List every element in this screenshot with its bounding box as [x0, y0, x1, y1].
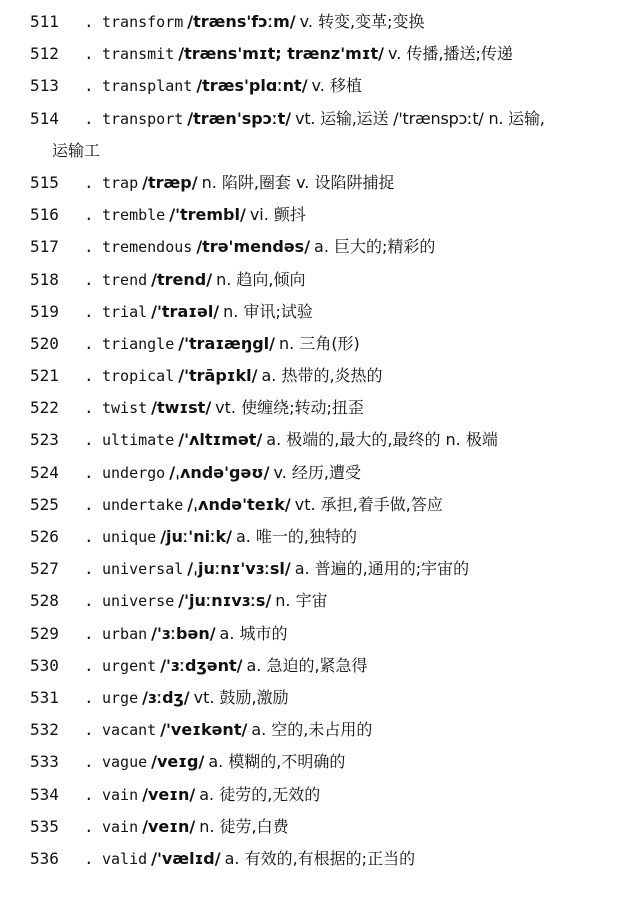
entry-word: valid — [102, 849, 148, 868]
list-item: 527 . universal /ˌjuːnɪ'vɜːsl/ a. 普遍的,通用的;宇宙的 — [0, 553, 640, 585]
entry-definition: vt. 承担,着手做,答应 — [294, 494, 443, 514]
entry-number: 534 — [30, 784, 59, 804]
entry-number: 519 — [30, 301, 59, 321]
entry-phonetic: /trend/ — [151, 269, 213, 289]
entry-phonetic: /twɪst/ — [151, 398, 212, 418]
vocabulary-list — [0, 6, 640, 875]
list-item: 535 . vain /veɪn/ n. 徒劳,白费 — [0, 811, 640, 843]
list-item: 519 . trial /'traɪəl/ n. 审讯;试验 — [0, 296, 640, 328]
list-item: 522 . twist /twɪst/ vt. 使缠绕;转动;扭歪 — [0, 392, 640, 424]
entry-phonetic: /ˌʌndə'teɪk/ — [187, 494, 291, 514]
entry-number: 527 — [30, 559, 59, 579]
entry-number: 529 — [30, 623, 59, 643]
entry-word: trial — [102, 302, 148, 321]
list-item: 523 . ultimate /'ʌltɪmət/ a. 极端的,最大的,最终的 n. 极端 — [0, 424, 640, 456]
entry-number: 533 — [30, 752, 59, 772]
entry-word: urgent — [102, 656, 157, 675]
list-item: 521 . tropical /'trāpɪkl/ a. 热带的,炎热的 — [0, 360, 640, 392]
entry-definition: a. 热带的,炎热的 — [261, 366, 383, 386]
entry-definition: a. 巨大的;精彩的 — [314, 237, 436, 257]
entry-phonetic: /træp/ — [142, 172, 198, 192]
entry-definition: a. 极端的,最大的,最终的 n. 极端 — [266, 430, 498, 450]
entry-definition: a. 空的,未占用的 — [251, 720, 373, 740]
entry-number: 530 — [30, 655, 59, 675]
entry-definition: v. 经历,遭受 — [273, 462, 361, 482]
entry-number: 531 — [30, 687, 59, 707]
entry-word: transmit — [102, 45, 175, 64]
list-item: 514 . transport /træn'spɔːt/ vt. 运输,运送 /'trænspɔːt/ n. 运输, 运输工 — [0, 103, 640, 167]
list-item: 513 . transplant /træs'plɑːnt/ v. 移植 — [0, 70, 640, 102]
entry-number: 522 — [30, 398, 59, 418]
entry-word: transport — [102, 109, 184, 128]
entry-word: vain — [102, 817, 139, 836]
list-item: 531 . urge /ɜːdʒ/ vt. 鼓励,激励 — [0, 682, 640, 714]
entry-definition: a. 急迫的,紧急得 — [246, 655, 368, 675]
entry-number: 528 — [30, 591, 59, 611]
entry-phonetic: /træns'mɪt; trænz'mɪt/ — [178, 44, 385, 64]
entry-definition: n. 三角(形) — [279, 333, 360, 353]
entry-phonetic: /juː'niːk/ — [160, 527, 232, 547]
entry-word: tropical — [102, 367, 175, 386]
entry-word: unique — [102, 528, 157, 547]
entry-number: 520 — [30, 333, 59, 353]
entry-word: vacant — [102, 721, 157, 740]
entry-phonetic: /ɜːdʒ/ — [142, 687, 190, 707]
entry-definition: v. 传播,播送;传递 — [388, 44, 513, 64]
list-item: 532 . vacant /'veɪkənt/ a. 空的,未占用的 — [0, 714, 640, 746]
entry-word: tremble — [102, 206, 166, 225]
entry-phonetic: /'trāpɪkl/ — [178, 366, 258, 386]
entry-number: 521 — [30, 366, 59, 386]
entry-phonetic: /'traɪæŋgl/ — [178, 333, 275, 353]
entry-word: ultimate — [102, 431, 175, 450]
entry-number: 514 — [30, 108, 59, 128]
entry-definition-continued: 运输工 — [52, 140, 101, 160]
entry-phonetic: /'veɪkənt/ — [160, 720, 248, 740]
entry-number: 523 — [30, 430, 59, 450]
entry-definition: n. 趋向,倾向 — [216, 269, 306, 289]
entry-number: 524 — [30, 462, 59, 482]
entry-word: trap — [102, 173, 139, 192]
list-item: 518 . trend /trend/ n. 趋向,倾向 — [0, 264, 640, 296]
entry-word: transplant — [102, 77, 193, 96]
entry-definition: a. 徒劳的,无效的 — [199, 784, 321, 804]
entry-phonetic: /ˌjuːnɪ'vɜːsl/ — [187, 559, 291, 579]
entry-word: urge — [102, 688, 139, 707]
list-item: 536 . valid /'vælɪd/ a. 有效的,有根据的;正当的 — [0, 843, 640, 875]
entry-number: 513 — [30, 76, 59, 96]
list-item: 529 . urban /'ɜːbən/ a. 城市的 — [0, 618, 640, 650]
entry-number: 515 — [30, 172, 59, 192]
entry-word: tremendous — [102, 238, 193, 257]
entry-phonetic: /veɪn/ — [142, 816, 196, 836]
list-item: 511 . transform /træns'fɔːm/ v. 转变,变革;变换 — [0, 6, 640, 38]
entry-word: transform — [102, 13, 184, 31]
entry-definition: v. 转变,变革;变换 — [299, 12, 425, 31]
list-item: 525 . undertake /ˌʌndə'teɪk/ vt. 承担,着手做,答应 — [0, 489, 640, 521]
list-item: 526 . unique /juː'niːk/ a. 唯一的,独特的 — [0, 521, 640, 553]
entry-number: 532 — [30, 720, 59, 740]
entry-definition: n. 徒劳,白费 — [199, 816, 289, 836]
list-item: 528 . universe /'juːnɪvɜːs/ n. 宇宙 — [0, 585, 640, 617]
entry-number: 536 — [30, 848, 59, 868]
entry-word: trend — [102, 270, 148, 289]
entry-definition: n. 审讯;试验 — [223, 301, 313, 321]
entry-definition: n. 宇宙 — [275, 591, 328, 611]
entry-number: 518 — [30, 269, 59, 289]
list-item: 534 . vain /veɪn/ a. 徒劳的,无效的 — [0, 779, 640, 811]
entry-phonetic: /'juːnɪvɜːs/ — [178, 591, 272, 611]
entry-phonetic: /'traɪəl/ — [151, 301, 220, 321]
entry-definition: a. 城市的 — [219, 623, 288, 643]
entry-definition: a. 唯一的,独特的 — [235, 527, 358, 547]
entry-number: 535 — [30, 816, 59, 836]
entry-phonetic: /'trembl/ — [169, 205, 246, 225]
entry-word: vain — [102, 785, 139, 804]
list-item: 515 . trap /træp/ n. 陷阱,圈套 v. 设陷阱捕捉 — [0, 167, 640, 199]
entry-number: 516 — [30, 205, 59, 225]
entry-word: universe — [102, 592, 175, 611]
entry-definition: vt. 运输,运送 /'trænspɔːt/ n. 运输, — [295, 108, 545, 128]
entry-number: 526 — [30, 527, 59, 547]
list-item: 520 . triangle /'traɪæŋgl/ n. 三角(形) — [0, 328, 640, 360]
list-item: 517 . tremendous /trə'mendəs/ a. 巨大的;精彩的 — [0, 231, 640, 263]
entry-word: undergo — [102, 463, 166, 482]
entry-definition: v. 移植 — [311, 76, 362, 96]
entry-word: twist — [102, 399, 148, 418]
entry-phonetic: /træs'plɑːnt/ — [196, 76, 308, 96]
entry-phonetic: /'ʌltɪmət/ — [178, 430, 263, 450]
entry-phonetic: /træn'spɔːt/ — [187, 108, 292, 128]
entry-phonetic: /'ɜːdʒənt/ — [160, 655, 243, 675]
entry-phonetic: /træns'fɔːm/ — [187, 12, 296, 31]
entry-phonetic: /'vælɪd/ — [151, 848, 221, 868]
entry-definition: n. 陷阱,圈套 v. 设陷阱捕捉 — [201, 172, 395, 192]
entry-word: universal — [102, 560, 184, 579]
list-item: 516 . tremble /'trembl/ vi. 颤抖 — [0, 199, 640, 231]
entry-number: 517 — [30, 237, 59, 257]
entry-word: triangle — [102, 334, 175, 353]
list-item: 524 . undergo /ˌʌndə'gəʊ/ v. 经历,遭受 — [0, 457, 640, 489]
entry-definition: a. 有效的,有根据的;正当的 — [224, 848, 416, 868]
entry-definition: a. 模糊的,不明确的 — [208, 752, 346, 772]
entry-word: undertake — [102, 495, 184, 514]
entry-phonetic: /veɪg/ — [151, 752, 205, 772]
list-item: 533 . vague /veɪg/ a. 模糊的,不明确的 — [0, 746, 640, 778]
entry-definition: vi. 颤抖 — [249, 205, 306, 225]
entry-definition: vt. 鼓励,激励 — [193, 687, 289, 707]
entry-word: vague — [102, 753, 148, 772]
entry-definition: vt. 使缠绕;转动;扭歪 — [215, 398, 364, 418]
list-item: 530 . urgent /'ɜːdʒənt/ a. 急迫的,紧急得 — [0, 650, 640, 682]
entry-definition: a. 普遍的,通用的;宇宙的 — [294, 559, 470, 579]
entry-phonetic: /ˌʌndə'gəʊ/ — [169, 462, 270, 482]
entry-phonetic: /veɪn/ — [142, 784, 196, 804]
entry-number: 512 — [30, 44, 59, 64]
entry-word: urban — [102, 624, 148, 643]
entry-phonetic: /'ɜːbən/ — [151, 623, 216, 643]
list-item: 512 . transmit /træns'mɪt; trænz'mɪt/ v. 传播,播送;传递 — [0, 38, 640, 70]
entry-number: 511 — [30, 12, 59, 31]
entry-phonetic: /trə'mendəs/ — [196, 237, 311, 257]
entry-number: 525 — [30, 494, 59, 514]
